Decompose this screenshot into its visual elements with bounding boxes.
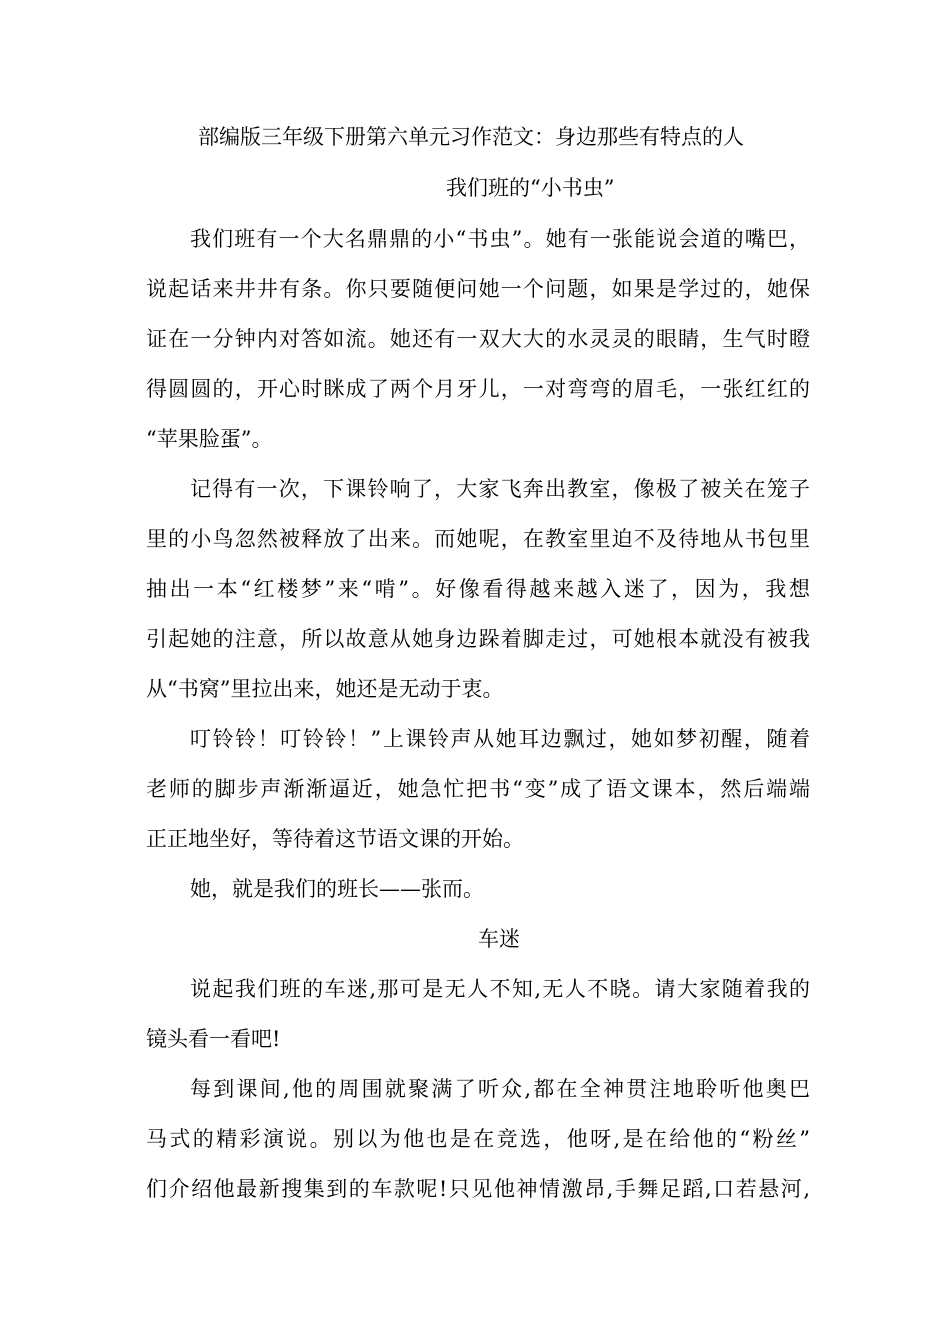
paragraph-line: 我们班有一个大名鼎鼎的小“书虫”。她有一张能说会道的嘴巴，	[190, 227, 810, 251]
paragraph-line: 证在一分钟内对答如流。她还有一双大大的水灵灵的眼睛，生气时瞪	[146, 327, 810, 351]
paragraph-line: 说起话来井井有条。你只要随便问她一个问题，如果是学过的，她保	[146, 277, 810, 301]
paragraph-line: 正正地坐好，等待着这节语文课的开始。	[146, 827, 524, 851]
essay-title: 我们班的“小书虫”	[446, 176, 615, 200]
paragraph-line: 们介绍他最新搜集到的车款呢!只见他神情激昂,手舞足蹈,口若悬河,	[146, 1177, 810, 1201]
paragraph-line: 镜头看一看吧!	[146, 1027, 281, 1051]
paragraph-line: 记得有一次，下课铃响了，大家飞奔出教室，像极了被关在笼子	[190, 477, 810, 501]
paragraph-line: 从“书窝”里拉出来，她还是无动于衷。	[146, 677, 504, 701]
paragraph-line: 每到课间,他的周围就聚满了听众,都在全神贯注地聆听他奥巴	[190, 1077, 810, 1101]
paragraph-line: 叮铃铃！叮铃铃！”上课铃声从她耳边飘过，她如梦初醒，随着	[190, 727, 810, 751]
paragraph-line: 她，就是我们的班长——张而。	[190, 877, 484, 901]
paragraph-line: 老师的脚步声渐渐逼近，她急忙把书“变”成了语文课本，然后端端	[146, 777, 810, 801]
paragraph-line: 抽出一本“红楼梦”来“啃”。好像看得越来越入迷了，因为，我想	[146, 577, 810, 601]
main-title: 部编版三年级下册第六单元习作范文：身边那些有特点的人	[198, 125, 744, 149]
paragraph-line: 说起我们班的车迷,那可是无人不知,无人不晓。请大家随着我的	[190, 977, 810, 1001]
essay-title: 车迷	[478, 927, 520, 951]
paragraph-line: 马式的精彩演说。别以为他也是在竞选，他呀,是在给他的“粉丝”	[146, 1127, 810, 1151]
paragraph-line: 得圆圆的，开心时眯成了两个月牙儿，一对弯弯的眉毛，一张红红的	[146, 377, 810, 401]
paragraph-line: 引起她的注意，所以故意从她身边跺着脚走过，可她根本就没有被我	[146, 627, 810, 651]
paragraph-line: “苹果脸蛋”。	[146, 427, 273, 451]
paragraph-line: 里的小鸟忽然被释放了出来。而她呢，在教室里迫不及待地从书包里	[146, 527, 810, 551]
